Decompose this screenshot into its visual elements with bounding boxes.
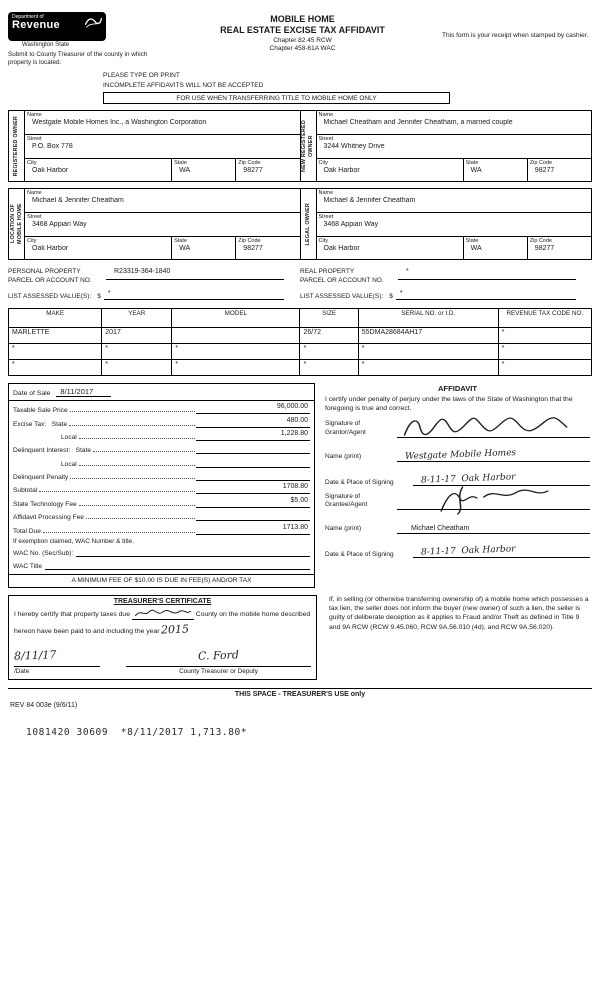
form-title-line1: MOBILE HOME: [270, 14, 335, 24]
location-name-field: [25, 189, 300, 213]
sale-line-value: 1713.80: [196, 524, 310, 535]
model-cell: *: [172, 359, 300, 375]
real-assessed-value: *: [396, 290, 576, 300]
grantor-name-handwritten: Westgate Mobile Homes: [404, 447, 517, 462]
sale-line-total-due: [13, 521, 310, 534]
serial-header: SERIAL NO. or I.D.: [358, 308, 498, 327]
grantee-name-print-value: Michael Cheatham: [411, 525, 470, 533]
signature-of-label: Signature of: [325, 420, 361, 428]
name-print-label: Name (print): [325, 525, 362, 533]
make-cell: MARLETTE: [9, 327, 102, 343]
grantor-date-place-line: [413, 469, 590, 486]
date-place-label: Date & Place of Signing: [325, 551, 394, 559]
new-registered-owner-zip-value: 98277: [534, 167, 555, 175]
new-registered-owner-section: [300, 111, 592, 181]
personal-property-block: [8, 268, 300, 300]
new-registered-owner-city-value: Oak Harbor: [323, 167, 360, 175]
wac-title-blank: [45, 560, 310, 570]
grantee-signature-label: [325, 493, 397, 511]
dotted-leader: [39, 491, 195, 492]
treasurer-use-space-note: THIS SPACE - TREASURER'S USE only: [8, 688, 592, 698]
registered-owner-strip: [9, 111, 25, 181]
legal-owner-strip: [301, 189, 317, 259]
personal-property-label-line1: PERSONAL PROPERTY: [8, 268, 81, 276]
grantor-agent-label: Grantor/Agent: [325, 428, 366, 436]
date-place-label: Date & Place of Signing: [325, 478, 394, 486]
treasurer-signature-row: [14, 646, 311, 675]
exemption-note: If exemption claimed, WAC Number & title.: [13, 537, 134, 545]
table-row: [9, 359, 592, 375]
treasurer-date-line: [14, 664, 100, 667]
zip-label: Zip Code: [529, 160, 553, 167]
location-state-value: WA: [179, 245, 191, 253]
signature-of-label: Signature of: [325, 492, 361, 500]
receipt-note: This form is your receipt when stamped by cashier.: [442, 32, 589, 39]
personal-property-label: [8, 268, 106, 286]
dollar-sign: $: [389, 292, 393, 300]
real-property-label: [300, 268, 398, 286]
form-title-line2: REAL ESTATE EXCISE TAX AFFIDAVIT: [220, 25, 385, 36]
real-property-label-line2: PARCEL OR ACCOUNT NO.: [300, 276, 384, 284]
dotted-leader: [86, 518, 195, 519]
grantor-signature-row: [325, 420, 590, 438]
grantor-signature-scribble: [401, 415, 579, 441]
sale-line-label: Delinquent Interest: State: [13, 447, 92, 455]
street-label: Street: [27, 136, 42, 143]
new-registered-owner-street-field: [317, 135, 592, 159]
state-label: State: [174, 238, 187, 245]
model-cell: *: [172, 343, 300, 359]
form-title-block: [163, 12, 442, 67]
legal-owner-side-label: LEGAL OWNER: [304, 202, 311, 246]
state-label: State: [465, 238, 479, 245]
location-city-field: [25, 237, 171, 259]
date-of-sale-row: [9, 386, 314, 401]
zip-label: Zip Code: [529, 238, 553, 245]
sale-line-delinquent-interest-state: [13, 441, 310, 454]
treasurer-certification-text: [14, 607, 311, 638]
sale-line-label: Total Due: [13, 527, 41, 535]
revenue-code-cell: *: [498, 327, 591, 343]
type-or-print-notice: PLEASE TYPE OR PRINT: [103, 72, 180, 80]
serial-cell: *: [358, 359, 498, 375]
legal-owner-street-value: 3468 Appian Way: [323, 221, 379, 229]
county-name-scribble: [132, 607, 194, 620]
lien-warning-text: If, in selling (or otherwise transferring ownership of) a mobile home which possesses a tax lien, the seller does not inform the buyer (new owner) of such a lien, the seller is guilty of deliberate deception as it applies to Fraud and/or Theft as defined in Title 9 and 9A RCW (RCW 9.45.060, RCW 9A.56.010 (4d), and RCW 9A.56.020).: [329, 595, 589, 631]
sale-line-subtotal: [13, 481, 310, 494]
grantee-name-print-row: [325, 517, 590, 534]
city-label: City: [27, 238, 37, 245]
treasurer-signature-line: [126, 664, 311, 667]
treasurer-signer-label: County Treasurer or Deputy: [179, 668, 258, 676]
registered-owner-city-value: Oak Harbor: [32, 167, 69, 175]
logo-agency-text: Revenue: [12, 19, 60, 31]
submit-instruction: Submit to County Treasurer of the county in which property is located.: [8, 51, 148, 67]
personal-assessed-value: *: [104, 290, 284, 300]
zip-label: Zip Code: [238, 238, 261, 245]
mobile-home-location-side-label: LOCATION OF MOBILE HOME: [9, 203, 23, 245]
new-registered-owner-side-label: NEW REGISTERED OWNER: [301, 120, 314, 173]
name-label: Name: [318, 190, 334, 197]
dotted-leader: [69, 425, 195, 426]
grantor-name-print-line: [397, 445, 590, 462]
grantee-name-print-line: [397, 517, 590, 534]
dor-logo: [8, 12, 106, 41]
affidavit-title: AFFIDAVIT: [437, 383, 478, 393]
legal-owner-name-field: [317, 189, 592, 213]
year-cell: *: [102, 359, 172, 375]
location-zip-field: [235, 237, 299, 259]
agency-block: [8, 12, 163, 67]
dotted-leader: [43, 532, 195, 533]
mobile-home-only-notice: FOR USE WHEN TRANSFERRING TITLE TO MOBILE HOME ONLY: [103, 92, 450, 104]
owner-grid-row-1: [8, 110, 592, 182]
treasurer-signature-handwritten: C. Ford: [197, 648, 240, 663]
serial-cell: 55DMA28684AH17: [358, 327, 498, 343]
treasurer-certify-text-2: County on the mobile home described hereon have been paid to and including the year: [14, 610, 311, 635]
location-state-field: [171, 237, 235, 259]
treasurer-date-block: [14, 646, 100, 675]
registered-owner-state-field: [171, 159, 235, 181]
sale-line-label: Excise Tax: State: [13, 420, 68, 428]
legal-owner-city-value: Oak Harbor: [323, 245, 360, 253]
sale-line-technology-fee: [13, 494, 310, 507]
sale-line-delinquent-interest-local: [13, 454, 310, 467]
sale-line-label: Affidavit Processing Fee: [13, 514, 84, 522]
county-scribble-icon: [132, 607, 194, 619]
sale-line-value: 1,228.80: [196, 430, 310, 441]
sale-line-value: 480.00: [196, 417, 310, 428]
sale-line-label: Taxable Sale Price: [13, 407, 68, 415]
wac-title-row: [13, 557, 310, 570]
sale-line-excise-local: [13, 428, 310, 441]
logo-dept-text: Department of: [12, 14, 44, 20]
new-registered-owner-name-value: Michael Cheatham and Jennifer Cheatham, a married couple: [323, 119, 513, 127]
grantee-date-place-row: [325, 541, 590, 558]
dotted-leader: [93, 451, 195, 452]
grantee-date-handwritten: 8-11-17 Oak Harbor: [420, 544, 516, 558]
sale-line-value: 1708.80: [196, 483, 310, 494]
grantee-agent-label: Grantee/Agent: [325, 501, 368, 509]
name-print-label: Name (print): [325, 452, 362, 460]
sale-line-value: $5.00: [196, 497, 310, 508]
year-cell: *: [102, 343, 172, 359]
cashier-receipt-stamp: 1081420 30609 *8/11/2017 1,713.80*: [26, 727, 248, 738]
dotted-leader: [79, 465, 195, 466]
table-row: [9, 343, 592, 359]
mobile-home-location-section: [9, 189, 300, 259]
legal-owner-city-field: [317, 237, 463, 259]
legal-owner-state-field: [463, 237, 527, 259]
revenue-code-header: REVENUE TAX CODE NO.: [498, 308, 591, 327]
personal-property-label-line2: PARCEL OR ACCOUNT NO.: [8, 276, 92, 284]
year-cell: 2017: [102, 327, 172, 343]
wac-title-label: WAC Title: [13, 562, 43, 570]
registered-owner-name-field: [25, 111, 300, 135]
chapter-reference-2: Chapter 458-61A WAC: [269, 44, 336, 52]
sale-line-taxable-price: [13, 401, 310, 414]
city-label: City: [318, 160, 328, 167]
sale-line-label: Local: [61, 433, 77, 441]
personal-parcel-number: R23319-364-1840: [106, 268, 284, 280]
zip-label: Zip Code: [238, 160, 261, 167]
location-city-value: Oak Harbor: [32, 245, 69, 253]
new-registered-owner-name-field: [317, 111, 592, 135]
size-header: SIZE: [300, 308, 358, 327]
incomplete-notice: INCOMPLETE AFFIDAVITS WILL NOT BE ACCEPTED: [103, 81, 264, 89]
size-cell: *: [300, 343, 358, 359]
treasurer-certify-text-1: I hereby certify that property taxes due: [14, 610, 130, 618]
make-header: MAKE: [9, 308, 102, 327]
registered-owner-state-value: WA: [179, 167, 191, 175]
sale-line-label: Local: [61, 460, 77, 468]
grantor-signature-line: [397, 421, 590, 438]
form-header: [8, 12, 592, 67]
assessed-value-label: LIST ASSESSED VALUE(S):: [300, 292, 384, 300]
grantee-date-place-line: [413, 541, 590, 558]
new-registered-owner-strip: [301, 111, 317, 181]
minimum-fee-note: A MINIMUM FEE OF $10.00 IS DUE IN FEE(S) AND/OR TAX: [9, 574, 314, 587]
size-cell: 26/72: [300, 327, 358, 343]
dor-wave-icon: [83, 15, 103, 28]
registered-owner-street-field: [25, 135, 300, 159]
parcel-section: [8, 268, 592, 300]
wac-number-row: [13, 545, 310, 558]
assessed-value-label: LIST ASSESSED VALUE(S):: [8, 292, 92, 300]
registered-owner-side-label: REGISTERED OWNER: [13, 115, 20, 177]
sale-line-value: 96,000.00: [196, 403, 310, 414]
grantee-signature-line: [397, 493, 590, 510]
legal-owner-zip-value: 98277: [534, 245, 555, 253]
registered-owner-zip-value: 98277: [243, 167, 263, 175]
table-row: [9, 327, 592, 343]
new-registered-owner-city-field: [317, 159, 463, 181]
location-street-value: 3468 Appian Way: [32, 221, 87, 229]
revenue-code-cell: *: [498, 359, 591, 375]
street-label: Street: [318, 136, 334, 143]
real-property-label-line1: REAL PROPERTY: [300, 268, 355, 276]
sale-line-value: [196, 470, 310, 481]
instruction-notices: [103, 71, 592, 90]
treasurer-date-handwritten: 8/11/17: [13, 648, 57, 663]
sale-line-delinquent-penalty: [13, 468, 310, 481]
sale-line-value: [196, 510, 310, 521]
new-registered-owner-zip-field: [527, 159, 591, 181]
legal-owner-name-value: Michael & Jennifer Cheatham: [323, 197, 416, 205]
city-label: City: [27, 160, 37, 167]
registered-owner-zip-field: [235, 159, 299, 181]
form-number: REV 84 003e (9/6/11): [10, 702, 78, 709]
grantor-date-handwritten: 8-11-17 Oak Harbor: [420, 471, 516, 486]
grantee-signature-scribble: [401, 485, 579, 515]
affidavit-certification-text: I certify under penalty of perjury under the laws of the State of Washington that the foregoing is true and correct.: [325, 395, 573, 412]
wac-number-label: WAC No. (Sec/Sub):: [13, 550, 74, 558]
model-cell: [172, 327, 300, 343]
registered-owner-street-value: P.O. Box 778: [32, 143, 73, 151]
sale-line-value: [196, 443, 310, 454]
sale-line-processing-fee: [13, 508, 310, 521]
state-label: State: [465, 160, 479, 167]
street-label: Street: [318, 214, 334, 221]
legal-owner-section: [300, 189, 592, 259]
location-street-field: [25, 213, 300, 237]
grantor-signature-label: [325, 420, 397, 438]
legal-owner-zip-field: [527, 237, 591, 259]
affidavit-section: [315, 383, 592, 588]
state-label: State: [174, 160, 187, 167]
date-of-sale-label: Date of Sale: [13, 389, 51, 397]
grantor-name-print-row: [325, 445, 590, 462]
year-header: YEAR: [102, 308, 172, 327]
dollar-sign: $: [97, 292, 101, 300]
revenue-code-cell: *: [498, 343, 591, 359]
wac-number-blank: [76, 547, 310, 557]
model-header: MODEL: [172, 308, 300, 327]
registered-owner-city-field: [25, 159, 171, 181]
location-zip-value: 98277: [243, 245, 263, 253]
treasurer-signature-block: [126, 646, 311, 675]
make-cell: *: [9, 359, 102, 375]
legal-owner-state-value: WA: [470, 245, 482, 253]
owner-grid-row-2: [8, 188, 592, 260]
sale-line-label: State Technology Fee: [13, 500, 77, 508]
name-label: Name: [27, 190, 42, 197]
real-parcel-number: *: [398, 268, 576, 280]
real-property-block: [300, 268, 592, 300]
logo-state-text: Washington State: [22, 42, 70, 48]
treasurer-date-label: /Date: [14, 668, 30, 676]
chapter-reference-1: Chapter 82.45 RCW: [273, 36, 332, 44]
year-handwritten: 2015: [161, 622, 190, 636]
dotted-leader: [70, 478, 195, 479]
date-of-sale-value: 8/11/2017: [56, 387, 111, 397]
size-cell: *: [300, 359, 358, 375]
location-name-value: Michael & Jennifer Cheatham: [32, 197, 124, 205]
grantor-date-place-row: [325, 469, 590, 486]
city-label: City: [318, 238, 328, 245]
mobile-home-location-strip: [9, 189, 25, 259]
sale-computation-box: [8, 383, 315, 588]
new-registered-owner-street-value: 3244 Whitney Drive: [323, 143, 385, 151]
treasurer-certificate-title: TREASURER'S CERTIFICATE: [113, 597, 212, 605]
grantee-signature-row: [325, 493, 590, 511]
dotted-leader: [79, 505, 195, 506]
mobile-home-table: [8, 308, 592, 376]
registered-owner-name-value: Westgate Mobile Homes Inc., a Washington Corporation: [32, 119, 207, 127]
sale-line-label: Delinquent Penalty: [13, 474, 69, 482]
sale-line-label: Subtotal: [13, 487, 38, 495]
sale-line-excise-state: [13, 414, 310, 427]
real-assessed-row: [300, 290, 576, 300]
legal-owner-street-field: [317, 213, 592, 237]
sale-line-value: [196, 457, 310, 468]
registered-owner-section: [9, 111, 300, 181]
new-registered-owner-state-value: WA: [470, 167, 482, 175]
treasurer-certificate-box: [8, 595, 317, 680]
table-header-row: [9, 308, 592, 327]
dotted-leader: [70, 411, 195, 412]
serial-cell: *: [358, 343, 498, 359]
make-cell: *: [9, 343, 102, 359]
personal-assessed-row: [8, 290, 284, 300]
name-label: Name: [27, 112, 42, 119]
name-label: Name: [318, 112, 334, 119]
dotted-leader: [79, 438, 195, 439]
new-registered-owner-state-field: [463, 159, 527, 181]
street-label: Street: [27, 214, 42, 221]
